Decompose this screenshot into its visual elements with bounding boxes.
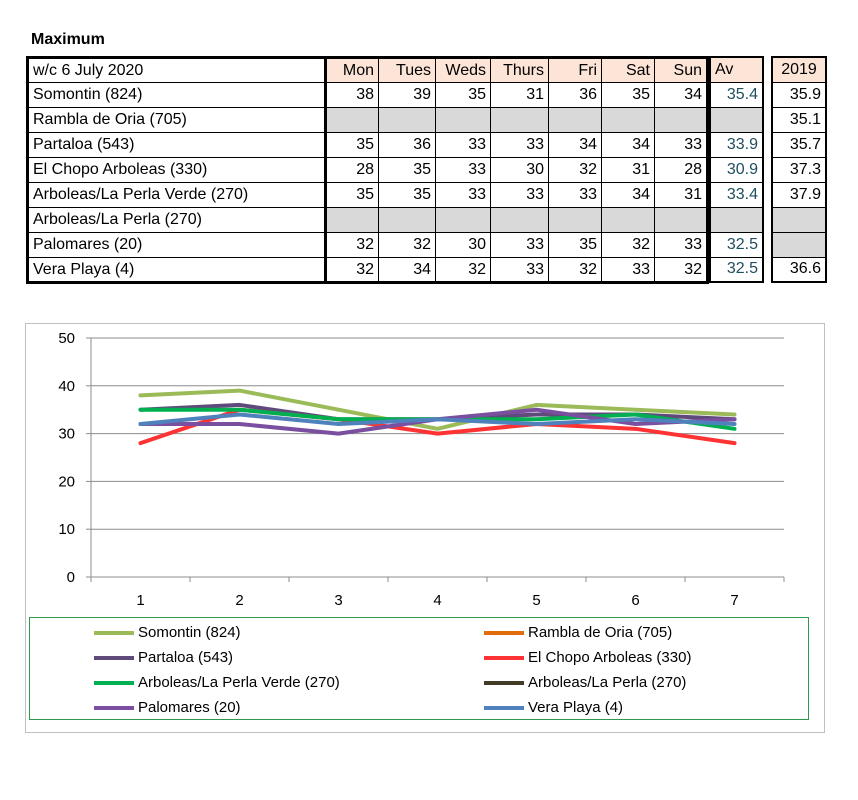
day-header: Mon [326,58,379,83]
table-row [28,233,708,258]
y-tick-label: 50 [58,330,75,347]
legend-item [94,674,340,691]
legend-item [484,674,686,691]
temperature-cell: 39 [379,83,436,108]
line-chart [25,323,825,733]
station-name: Rambla de Oria (705) [28,108,326,133]
temperature-cell: 35 [549,233,602,258]
temperature-cell: 30 [436,233,491,258]
temperature-cell: 36 [379,133,436,158]
temperature-cell [379,208,436,233]
temperature-cell [549,208,602,233]
temperature-cell: 28 [655,158,708,183]
temperature-cell: 31 [655,183,708,208]
temperature-cell [549,108,602,133]
legend-swatch [484,706,524,710]
x-tick-label: 3 [334,592,343,609]
year-2019-table [771,56,827,283]
year-2019-header: 2019 [772,57,826,82]
station-name: Vera Playa (4) [28,258,326,283]
temperature-cell: 32 [549,158,602,183]
page-title: Maximum [31,31,105,48]
table-row [28,183,708,208]
table-row [28,258,708,283]
temperature-cell: 28 [326,158,379,183]
station-name: Palomares (20) [28,233,326,258]
legend-swatch [484,656,524,660]
x-tick-label: 5 [532,592,541,609]
legend-label: Vera Playa (4) [528,699,624,716]
legend-label: Somontin (824) [138,624,241,641]
legend-item [94,624,241,641]
temperature-cell [491,208,549,233]
temperature-cell: 33 [602,258,655,283]
temperature-cell: 34 [602,133,655,158]
temperature-cell: 33 [491,258,549,283]
table-row [28,158,708,183]
temperature-cell: 32 [326,258,379,283]
average-header: Av [710,57,763,82]
legend-label: Arboleas/La Perla Verde (270) [138,674,340,691]
x-tick-label: 4 [433,592,442,609]
temperature-cell: 38 [326,83,379,108]
temperature-cell: 33 [655,233,708,258]
year-2019-cell: 36.6 [772,257,826,282]
legend-swatch [94,631,134,635]
year-2019-cell [772,207,826,232]
average-cell [710,207,763,232]
average-cell: 32.5 [710,232,763,257]
y-tick-label: 40 [58,377,75,395]
temperature-cell: 35 [436,83,491,108]
y-tick-label: 20 [58,473,75,491]
temperature-cell [655,208,708,233]
temperature-cell: 32 [549,258,602,283]
temperature-cell: 35 [326,133,379,158]
station-name: El Chopo Arboleas (330) [28,158,326,183]
legend-swatch [484,681,524,685]
temperature-cell [491,108,549,133]
temperature-cell [326,208,379,233]
average-cell: 33.9 [710,132,763,157]
average-cell: 33.4 [710,182,763,207]
day-header: Fri [549,58,602,83]
table-row [28,208,708,233]
temperature-cell: 32 [379,233,436,258]
legend-item [484,624,672,641]
temperature-cell: 36 [549,83,602,108]
legend-swatch [94,681,134,685]
y-tick-label: 30 [58,425,75,443]
temperature-cell: 33 [436,183,491,208]
temperature-cell: 33 [655,133,708,158]
temperature-cell: 35 [602,83,655,108]
temperature-cell: 33 [549,183,602,208]
average-cell: 30.9 [710,157,763,182]
y-tick-label: 10 [58,521,75,539]
table-row [28,83,708,108]
legend-label: Rambla de Oria (705) [528,624,673,641]
temperature-cell: 32 [655,258,708,283]
legend-item [94,649,233,666]
temperature-cell: 33 [491,183,549,208]
x-tick-label: 1 [136,592,145,609]
legend-swatch [94,706,134,710]
legend-label: El Chopo Arboleas (330) [528,649,692,666]
temperature-cell [436,208,491,233]
temperature-cell: 33 [491,233,549,258]
legend-item [94,699,241,716]
temperature-cell: 33 [491,133,549,158]
day-header: Sun [655,58,708,83]
legend-item [484,699,623,716]
temperature-cell: 33 [436,158,491,183]
temperature-cell: 30 [491,158,549,183]
table-row [28,108,708,133]
day-header: Thurs [491,58,549,83]
temperature-cell: 34 [655,83,708,108]
legend-label: Arboleas/La Perla (270) [528,674,687,691]
temperature-cell: 34 [549,133,602,158]
temperature-cell [602,208,655,233]
temperature-cell [379,108,436,133]
table-row [28,133,708,158]
average-cell: 32.5 [710,257,763,282]
temperature-cell: 32 [326,233,379,258]
average-table [709,56,764,283]
legend-swatch [484,631,524,635]
legend-item [484,649,691,666]
temperature-cell: 35 [379,158,436,183]
day-header: Weds [436,58,491,83]
temperature-cell: 32 [436,258,491,283]
temperature-cell [436,108,491,133]
average-cell [710,107,763,132]
chart-legend [29,617,809,720]
temperature-cell: 33 [436,133,491,158]
x-tick-label: 7 [730,592,739,609]
station-name: Arboleas/La Perla Verde (270) [28,183,326,208]
temperature-cell: 35 [326,183,379,208]
temperature-cell: 31 [491,83,549,108]
station-name: Arboleas/La Perla (270) [28,208,326,233]
temperature-cell: 34 [602,183,655,208]
table-header-row [28,58,708,83]
x-tick-label: 2 [235,592,244,609]
week-label: w/c 6 July 2020 [28,58,326,83]
year-2019-cell: 37.9 [772,182,826,207]
day-header: Sat [602,58,655,83]
legend-swatch [94,656,134,660]
station-name: Somontin (824) [28,83,326,108]
temperature-table [26,56,709,284]
y-tick-label: 0 [66,569,75,586]
year-2019-cell: 37.3 [772,157,826,182]
legend-label: Palomares (20) [138,699,241,716]
year-2019-cell: 35.1 [772,107,826,132]
station-name: Partaloa (543) [28,133,326,158]
x-tick-label: 6 [631,592,640,609]
average-cell: 35.4 [710,82,763,107]
temperature-cell [655,108,708,133]
year-2019-cell: 35.9 [772,82,826,107]
temperature-cell [602,108,655,133]
temperature-cell: 34 [379,258,436,283]
temperature-cell: 32 [602,233,655,258]
legend-label: Partaloa (543) [138,649,234,666]
temperature-cell: 35 [379,183,436,208]
temperature-cell: 31 [602,158,655,183]
year-2019-cell [772,232,826,257]
year-2019-cell: 35.7 [772,132,826,157]
temperature-cell [326,108,379,133]
day-header: Tues [379,58,436,83]
